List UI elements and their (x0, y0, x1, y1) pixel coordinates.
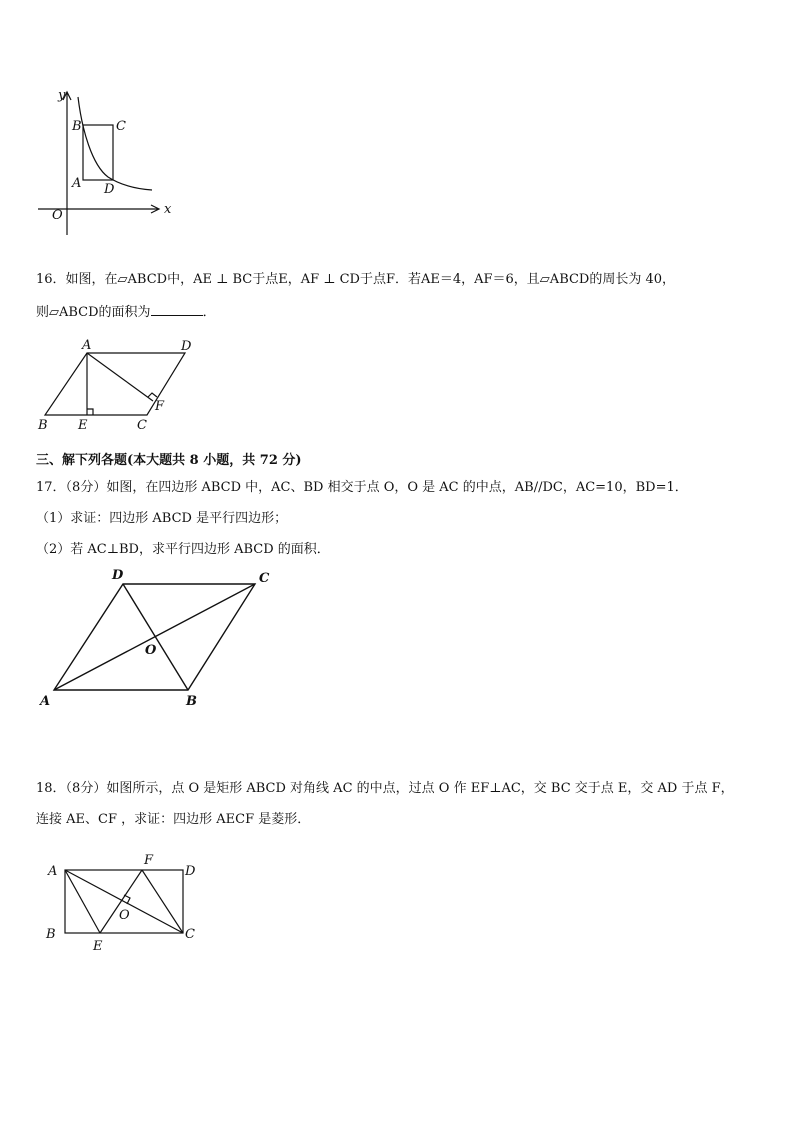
answer-blank (151, 303, 203, 316)
q16-line2 (36, 303, 216, 322)
figure-q17-parallelogram (30, 562, 290, 717)
label-c: C (137, 418, 147, 433)
segment-af (87, 353, 153, 401)
figure-hyperbola-rectangle (30, 85, 190, 245)
label-o: O (145, 643, 157, 658)
q16-line2-suffix: ． (202, 305, 216, 320)
segment-ef (100, 870, 142, 933)
label-a: A (82, 338, 92, 353)
label-x: x (164, 202, 172, 217)
q17-part2: （2）若 AC⊥BD，求平行四边形 ABCD 的面积． (36, 542, 330, 557)
label-o: O (119, 908, 130, 923)
q18-line1: 18．（8分）如图所示，点 O 是矩形 ABCD 对角线 AC 的中点，过点 O 作 EF⊥AC，交 BC 交于点 E，交 AD 于点 F， (36, 781, 734, 796)
label-e: E (78, 418, 88, 433)
label-a: A (72, 176, 82, 191)
right-angle-e (87, 409, 93, 415)
label-c: C (116, 119, 126, 134)
label-a: A (48, 864, 58, 879)
label-d: D (112, 568, 124, 583)
label-c: C (259, 571, 270, 586)
label-y: y (58, 88, 66, 103)
label-d: D (181, 339, 192, 354)
label-f: F (144, 853, 154, 868)
q17-line1: 17．（8分）如图，在四边形 ABCD 中，AC、BD 相交于点 O，O 是 AC 的中点，AB//DC，AC=10，BD=1． (36, 480, 688, 495)
rectangle-abcd (83, 125, 113, 180)
figure-q18-rectangle (40, 848, 210, 958)
label-d: D (104, 182, 115, 197)
label-o: O (52, 208, 63, 223)
label-b: B (186, 694, 197, 709)
label-b: B (72, 119, 82, 134)
hyperbola-curve (78, 97, 152, 190)
q16-line2-prefix: 则▱ABCD的面积为 (36, 305, 151, 320)
q17-part1: （1）求证：四边形 ABCD 是平行四边形； (36, 511, 288, 526)
label-e: E (93, 939, 103, 954)
label-d: D (185, 864, 196, 879)
label-a: A (40, 694, 51, 709)
label-b: B (38, 418, 48, 433)
q18-line2: 连接 AE、CF ，求证：四边形 AECF 是菱形． (36, 812, 311, 827)
label-b: B (46, 927, 56, 942)
label-f: F (155, 399, 165, 414)
right-angle-f (148, 393, 157, 397)
figure-q16-parallelogram (30, 335, 210, 435)
segment-cf (142, 870, 183, 933)
diagonal-bd (123, 584, 188, 690)
q16-line1: 16．如图，在▱ABCD中，AE ⊥ BC于点E，AF ⊥ CD于点F．若AE＝4，AF＝6，且▱ABCD的周长为 40， (36, 272, 676, 287)
label-c: C (185, 927, 195, 942)
diagonal-ac (54, 584, 255, 690)
section-heading: 三、解下列各题(本大题共 8 小题，共 72 分) (36, 453, 302, 468)
